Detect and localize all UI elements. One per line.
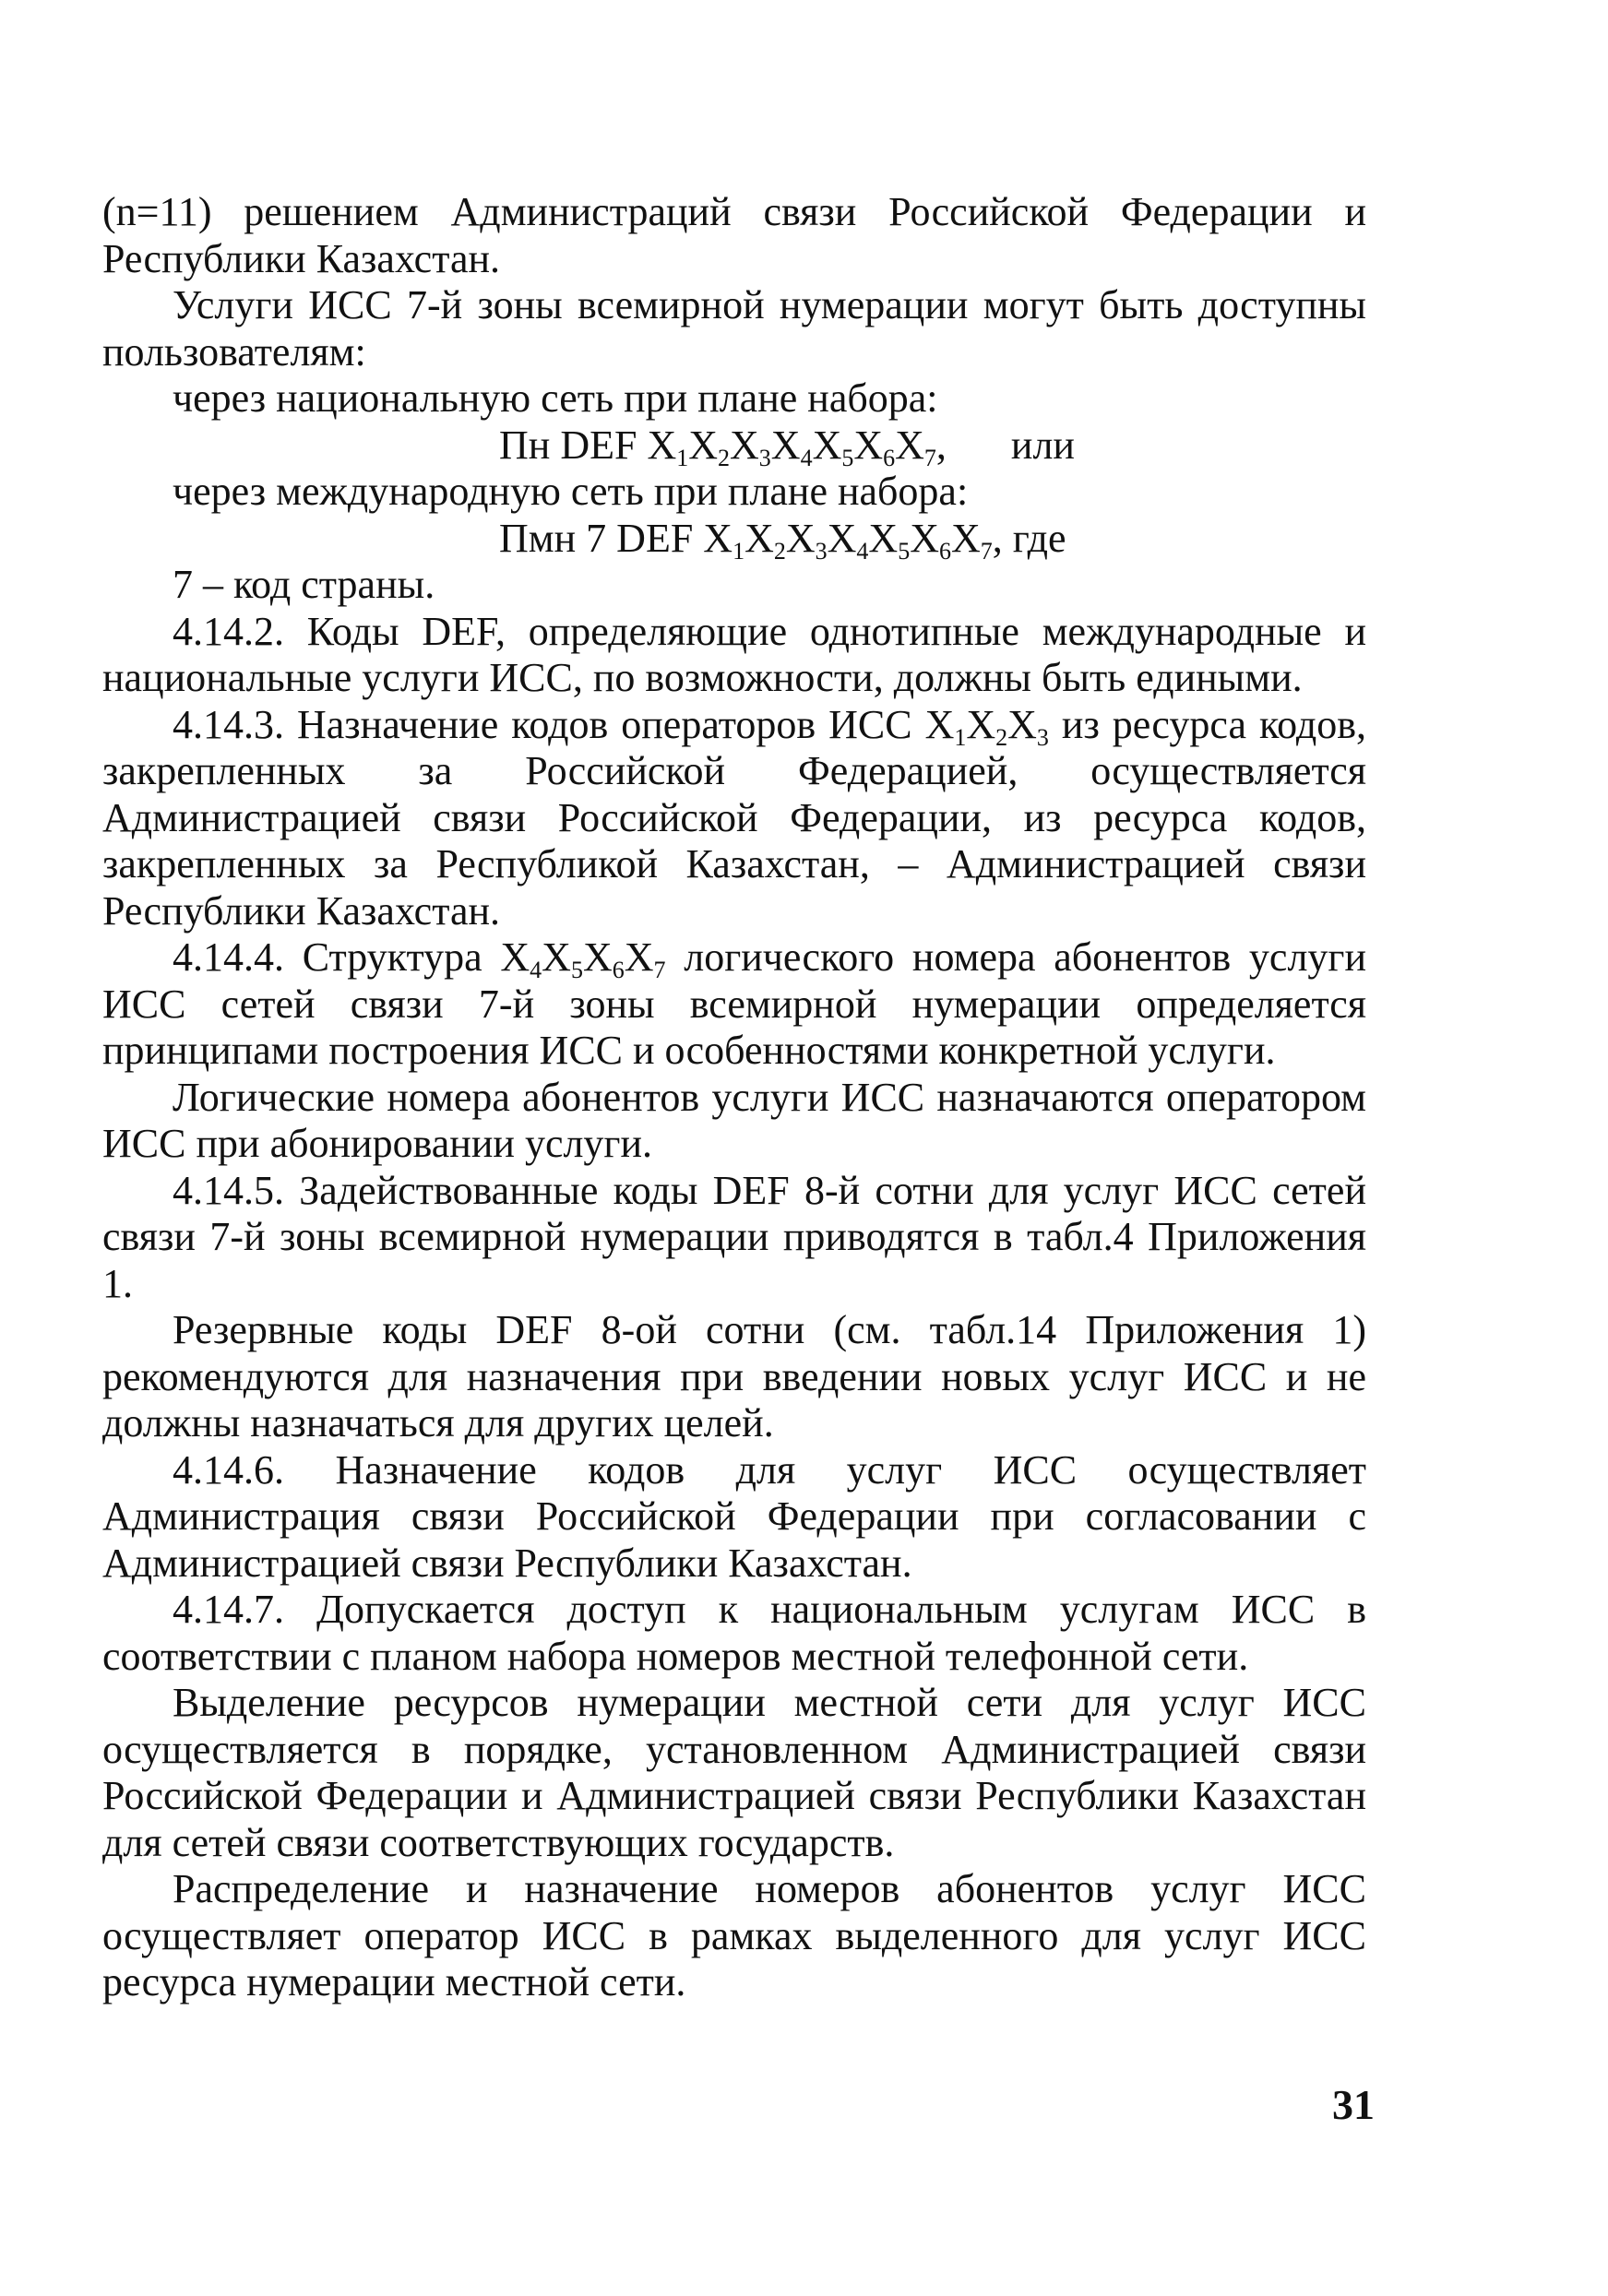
paragraph-4-14-3: 4.14.3. Назначение кодов операторов ИСС $X_1X_2X_3$ из ресурса кодов, закрепленных за Российской Федерацией, осуществляется Администрацией связи Российской Федерации, из ресурса кодов, закрепленных за Республикой Казахстан, – Администрацией связи Республики Казахстан. (102, 701, 1366, 934)
paragraph-logical-numbers: Логические номера абонентов услуги ИСС назначаются оператором ИСС при абонировании услуги. (102, 1074, 1366, 1166)
paragraph-continuation: (n=11) решением Администраций связи Российской Федерации и Республики Казахстан. (102, 189, 1366, 281)
paragraph-local-resources: Выделение ресурсов нумерации местной сети для услуг ИСС осуществляется в порядке, установленном Администрацией связи Российской Федерации и Администрацией связи Республики Казахстан для сетей связи соответствующих государств. (102, 1680, 1366, 1865)
paragraph-4-14-2: 4.14.2. Коды DEF, определяющие однотипные международные и национальные услуги ИСС, по возможности, должны быть едиными. (102, 608, 1366, 700)
formula-international-prefix: Пмн 7 DEF (499, 515, 704, 561)
formula-international-code: $X_1X_2X_3X_4X_5X_6X_7$ (703, 515, 993, 565)
formula-national-dial-plan (102, 422, 1366, 470)
formula-national-suffix: , (935, 422, 947, 468)
operator-code: $X_1X_2X_3$ (924, 701, 1049, 751)
paragraph-4-14-6: 4.14.6. Назначение кодов для услуг ИСС осуществляет Администрация связи Российской Федерации при согласовании с Администрацией связи Республики Казахстан. (102, 1446, 1366, 1586)
formula-international-dial-plan (102, 516, 1366, 563)
formula-national-code: $X_1X_2X_3X_4X_5X_6X_7$ (647, 422, 936, 471)
paragraph-4-14-4: 4.14.4. Структура $X_4X_5X_6X_7$ логического номера абонентов услуги ИСС сетей связи 7-й зоны всемирной нумерации определяется принципами построения ИСС и особенностями конкретной услуги. (102, 934, 1366, 1073)
formula-international-suffix: , где (992, 515, 1066, 561)
paragraph-access-intro: Услуги ИСС 7-й зоны всемирной нумерации могут быть доступны пользователям: (102, 282, 1366, 375)
logical-number-structure: $X_4X_5X_6X_7$ (500, 934, 666, 983)
line-national-network: через национальную сеть при плане набора: (173, 375, 938, 421)
line-country-code: 7 – код страны. (173, 562, 435, 607)
page-number: 31 (1332, 2081, 1375, 2128)
formula-national-prefix: Пн DEF (499, 422, 648, 468)
body-text (102, 189, 1366, 2006)
line-international-network: через международную сеть при плане набора: (173, 469, 969, 514)
paragraph-4-14-5: 4.14.5. Задействованные коды DEF 8-й сотни для услуг ИСС сетей связи 7-й зоны всемирной нумерации приводятся в табл.4 Приложения 1. (102, 1167, 1366, 1306)
paragraph-4-14-7: 4.14.7. Допускается доступ к национальным услугам ИСС в соответствии с планом набора номеров местной телефонной сети. (102, 1587, 1366, 1679)
paragraph-number-distribution: Распределение и назначение номеров абонентов услуг ИСС осуществляет оператор ИСС в рамках выделенного для услуг ИСС ресурса нумерации местной сети. (102, 1866, 1366, 2005)
formula-or-word: или (1010, 422, 1075, 468)
paragraph-reserve-codes: Резервные коды DEF 8-ой сотни (см. табл.14 Приложения 1) рекомендуются для назначения при введении новых услуг ИСС и не должны назначаться для других целей. (102, 1307, 1366, 1445)
